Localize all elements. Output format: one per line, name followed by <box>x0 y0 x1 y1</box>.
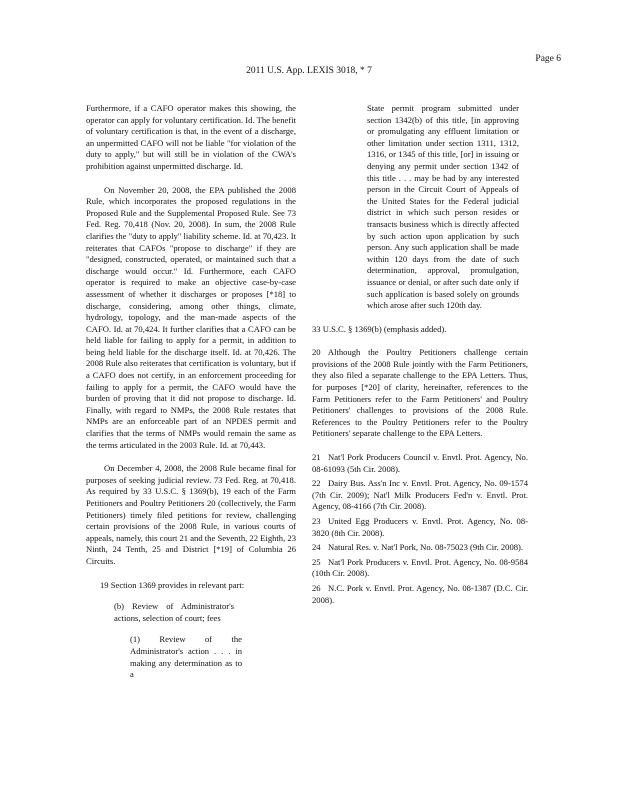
footnote-text: N.C. Pork v. Envtl. Prot. Agency, No. 08-1387 (D.C. Cir. 2008). <box>312 582 528 605</box>
paragraph: Furthermore, if a CAFO operator makes this showing, the operator can apply for voluntary certification. Id. The benefit of voluntary certification is that, in the event of a discharge, an unpermitted CAFO will not be liable "for violation of the duty to apply," but will still be in violation of the CWA's prohibition against unpermitted discharge. Id. <box>86 103 296 171</box>
footnote-number: 26 <box>312 582 321 593</box>
footnote <box>312 542 528 554</box>
footnote-19: 19 Section 1369 provides in relevant part: <box>100 579 245 590</box>
footnote-number: 21 <box>312 452 321 463</box>
footnote-text: Nat'l Pork Producers v. Envtl. Prot. Agency, No. 08-9584 (10th Cir. 2008). <box>312 556 528 579</box>
footnote-text: Natural Res. v. Nat'l Pork, No. 08-75023 (9th Cir. 2008). <box>328 542 524 553</box>
footnote-text: Nat'l Pork Producers Council v. Envtl. Prot. Agency, No. 08-61093 (5th Cir. 2008). <box>312 452 528 474</box>
footnote <box>312 557 528 580</box>
footnote <box>312 478 528 513</box>
statute-quote: State permit program submitted under section 1342(b) of this title, [in approving or promulgating any effluent limitation or other limitation under section 1311, 1312, 1316, or 1345 of this title, [or] in issuing or denying any permit under section 1342 of this title . . . may be had by any interested person in the Circuit Court of Appeals of the United States for the Federal judicial district in which such person resides or transacts business which is directly affected by such action upon application by such person. Any such application shall be made within 120 days from the date of such determination, approval, promulgation, issuance or denial, or after such date only if such application is based solely on grounds which arose after such 120th day. <box>367 103 519 311</box>
footnote-number: 25 <box>312 556 321 567</box>
paragraph: On December 4, 2008, the 2008 Rule became final for purposes of seeking judicial review. 73 Fed. Reg. at 70,418. As required by 33 U.S.C. § 1369(b), 19 each of the Farm Petitioners and Poultry Petitioners 20 (collectively, the Farm Petitioners) timely filed petitions for review, challenging certain provisions of the 2008 Rule, in various courts of appeals, namely, this court 21 and the Seventh, 22 Eighth, 23 Ninth, 24 Tenth, 25 and District [*19] of Columbia 26 Circuits. <box>86 463 296 566</box>
statute-citation: 33 U.S.C. § 1369(b) (emphasis added). <box>312 323 447 334</box>
case-citation-header: 2011 U.S. App. LEXIS 3018, * 7 <box>246 66 372 76</box>
footnote-number: 24 <box>312 542 321 553</box>
footnote-text: Dairy Bus. Ass'n Inc v. Envtl. Prot. Agency, No. 09-1574 (7th Cir. 2009); Nat'l Milk Producers Fed'n v. Envtl. Prot. Agency, 08-4166 (7th Cir. 2008). <box>312 478 528 512</box>
footnote-number: 22 <box>312 478 321 489</box>
page-number: Page 6 <box>535 54 561 64</box>
footnote-quote: (1) Review of the Administrator's action . . . in making any determination as to a <box>130 634 242 680</box>
left-column <box>86 103 296 691</box>
right-column <box>312 103 528 609</box>
footnote <box>312 583 528 606</box>
footnote-quote: (b) Review of Administrator's actions, selection of court; fees <box>114 601 234 623</box>
paragraph: On November 20, 2008, the EPA published the 2008 Rule, which incorporates the proposed regulations in the Proposed Rule and the Supplemental Proposed Rule. See 73 Fed. Reg. 70,418 (Nov. 20, 2008). In sum, the 2008 Rule clarifies the "duty to apply" liability scheme. Id. at 70,423. It reiterates that CAFOs "propose to discharge" if they are "designed, constructed, operated, or maintained such that a discharge would occur." Id. Furthermore, each CAFO operator is required to make an objective case-by-case assessment of whether it discharges or proposes [*18] to discharge, considering, among other things, climate, hydrology, topology, and the man-made aspects of the CAFO. Id. at 70,424. It further clarifies that a CAFO can be held liable for failing to apply for a permit, in addition to being held liable for the discharge itself. Id. at 70,426. The 2008 Rule also reiterates that certification is voluntary, but if a CAFO does not certify, in an enforcement proceeding for failing to apply for a permit, the CAFO would have the burden of proving that it did not propose to discharge. Id. Finally, with regard to NMPs, the 2008 Rule restates that NMPs are an enforceable part of an NPDES permit and clarifies that the terms of NMPs would remain the same as the terms articulated in the 2003 Rule. Id. at 70,443. <box>86 184 296 450</box>
footnote-20: 20 Although the Poultry Petitioners challenge certain provisions of the 2008 Rule jointly with the Farm Petitioners, they also filed a separate challenge to the EPA Letters. Thus, for purposes [*20] of clarity, hereinafter, references to the Farm Petitioners refer to the Farm Petitioners' and Poultry Petitioners' challenges to provisions of the 2008 Rule. References to the Poultry Petitioners refer to the Poultry Petitioners' separate challenge to the EPA Letters. <box>312 347 528 439</box>
footnote <box>312 452 528 475</box>
footnote-number: 23 <box>312 516 321 526</box>
footnote-text: United Egg Producers v. Envtl. Prot. Agency, No. 08-3820 (8th Cir. 2008). <box>312 516 528 538</box>
footnote-list <box>312 452 528 606</box>
footnote <box>312 516 528 539</box>
